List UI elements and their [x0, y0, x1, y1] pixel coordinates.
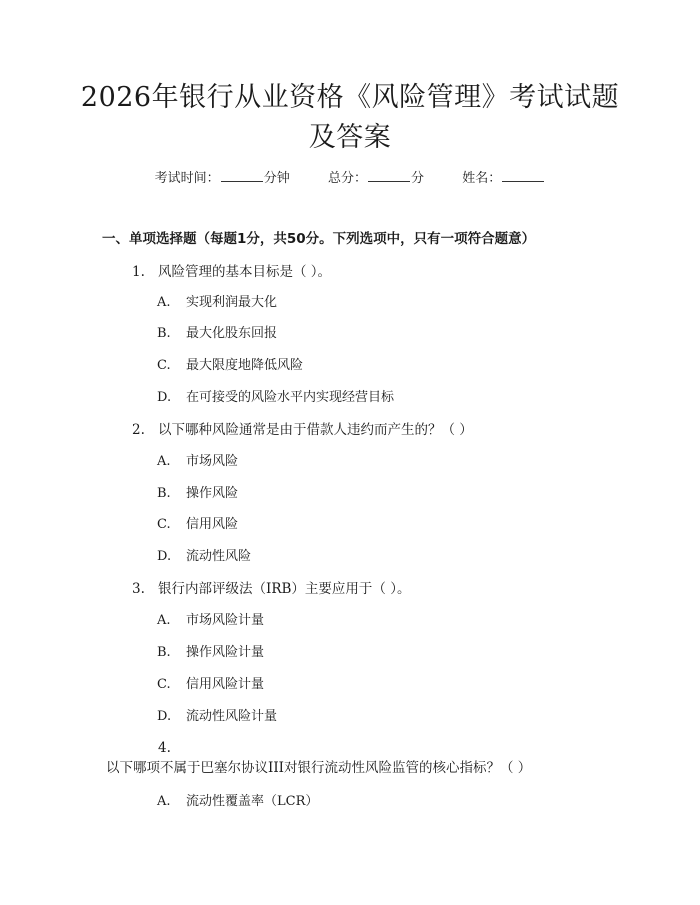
question-number: 1. [132, 264, 145, 280]
question-2 [132, 420, 600, 440]
option-4a [157, 792, 318, 812]
question-4 [106, 738, 582, 778]
question-3 [132, 579, 600, 599]
time-label: 考试时间： [154, 171, 220, 186]
title-line-1: 2026年银行从业资格《风险管理》考试试题 [80, 82, 620, 113]
option-2b [157, 484, 238, 504]
option-2c [157, 515, 238, 535]
time-unit: 分钟 [263, 171, 290, 186]
option-text: 流动性覆盖率（LCR） [186, 794, 319, 809]
question-number: 4. [158, 740, 171, 756]
score-unit: 分 [411, 171, 425, 186]
option-2a [157, 452, 238, 472]
question-text: 以下哪项不属于巴塞尔协议III对银行流动性风险监管的核心指标？（ ） [106, 760, 532, 776]
option-1d [157, 388, 394, 408]
option-text: 市场风险计量 [186, 613, 265, 628]
option-1b [157, 324, 277, 344]
option-letter: A. [157, 613, 171, 628]
option-letter: D. [157, 390, 172, 405]
option-letter: A. [157, 454, 171, 469]
exam-meta [0, 168, 700, 189]
option-3a [157, 611, 264, 631]
option-1c [157, 356, 303, 376]
option-3b [157, 643, 264, 663]
option-text: 信用风险 [186, 517, 239, 532]
option-2d [157, 547, 251, 567]
score-label: 总分： [327, 171, 367, 186]
option-text: 在可接受的风险水平内实现经营目标 [186, 390, 395, 405]
name-blank [502, 168, 544, 182]
option-letter: B. [157, 645, 171, 660]
option-text: 实现利润最大化 [186, 295, 278, 310]
option-text: 信用风险计量 [186, 677, 265, 692]
section-heading: 一、单项选择题（每题1分，共50分。下列选项中，只有一项符合题意） [102, 231, 536, 247]
option-letter: A. [157, 295, 171, 310]
option-text: 市场风险 [186, 454, 239, 469]
question-1 [132, 262, 600, 282]
option-3d [157, 707, 277, 727]
score-blank [368, 168, 410, 182]
page-title [60, 78, 640, 158]
question-text: 以下哪种风险通常是由于借款人违约而产生的？（ ） [158, 422, 473, 438]
name-label: 姓名： [462, 171, 502, 186]
option-letter: C. [157, 677, 171, 692]
option-text: 流动性风险计量 [186, 709, 278, 724]
option-text: 最大化股东回报 [186, 326, 278, 341]
option-text: 操作风险计量 [186, 645, 265, 660]
option-letter: B. [157, 486, 171, 501]
time-blank [221, 168, 263, 182]
option-text: 操作风险 [186, 486, 239, 501]
option-letter: A. [157, 794, 171, 809]
title-line-2: 及答案 [308, 122, 392, 153]
option-letter: B. [157, 326, 171, 341]
option-letter: D. [157, 709, 172, 724]
option-letter: C. [157, 358, 171, 373]
question-number: 2. [132, 422, 145, 438]
option-3c [157, 675, 264, 695]
option-text: 流动性风险 [186, 549, 252, 564]
option-letter: C. [157, 517, 171, 532]
question-text: 银行内部评级法（IRB）主要应用于（ ）。 [158, 581, 411, 597]
option-letter: D. [157, 549, 172, 564]
question-number: 3. [132, 581, 145, 597]
question-text: 风险管理的基本目标是（ ）。 [158, 264, 332, 280]
option-1a [157, 293, 277, 313]
option-text: 最大限度地降低风险 [186, 358, 304, 373]
